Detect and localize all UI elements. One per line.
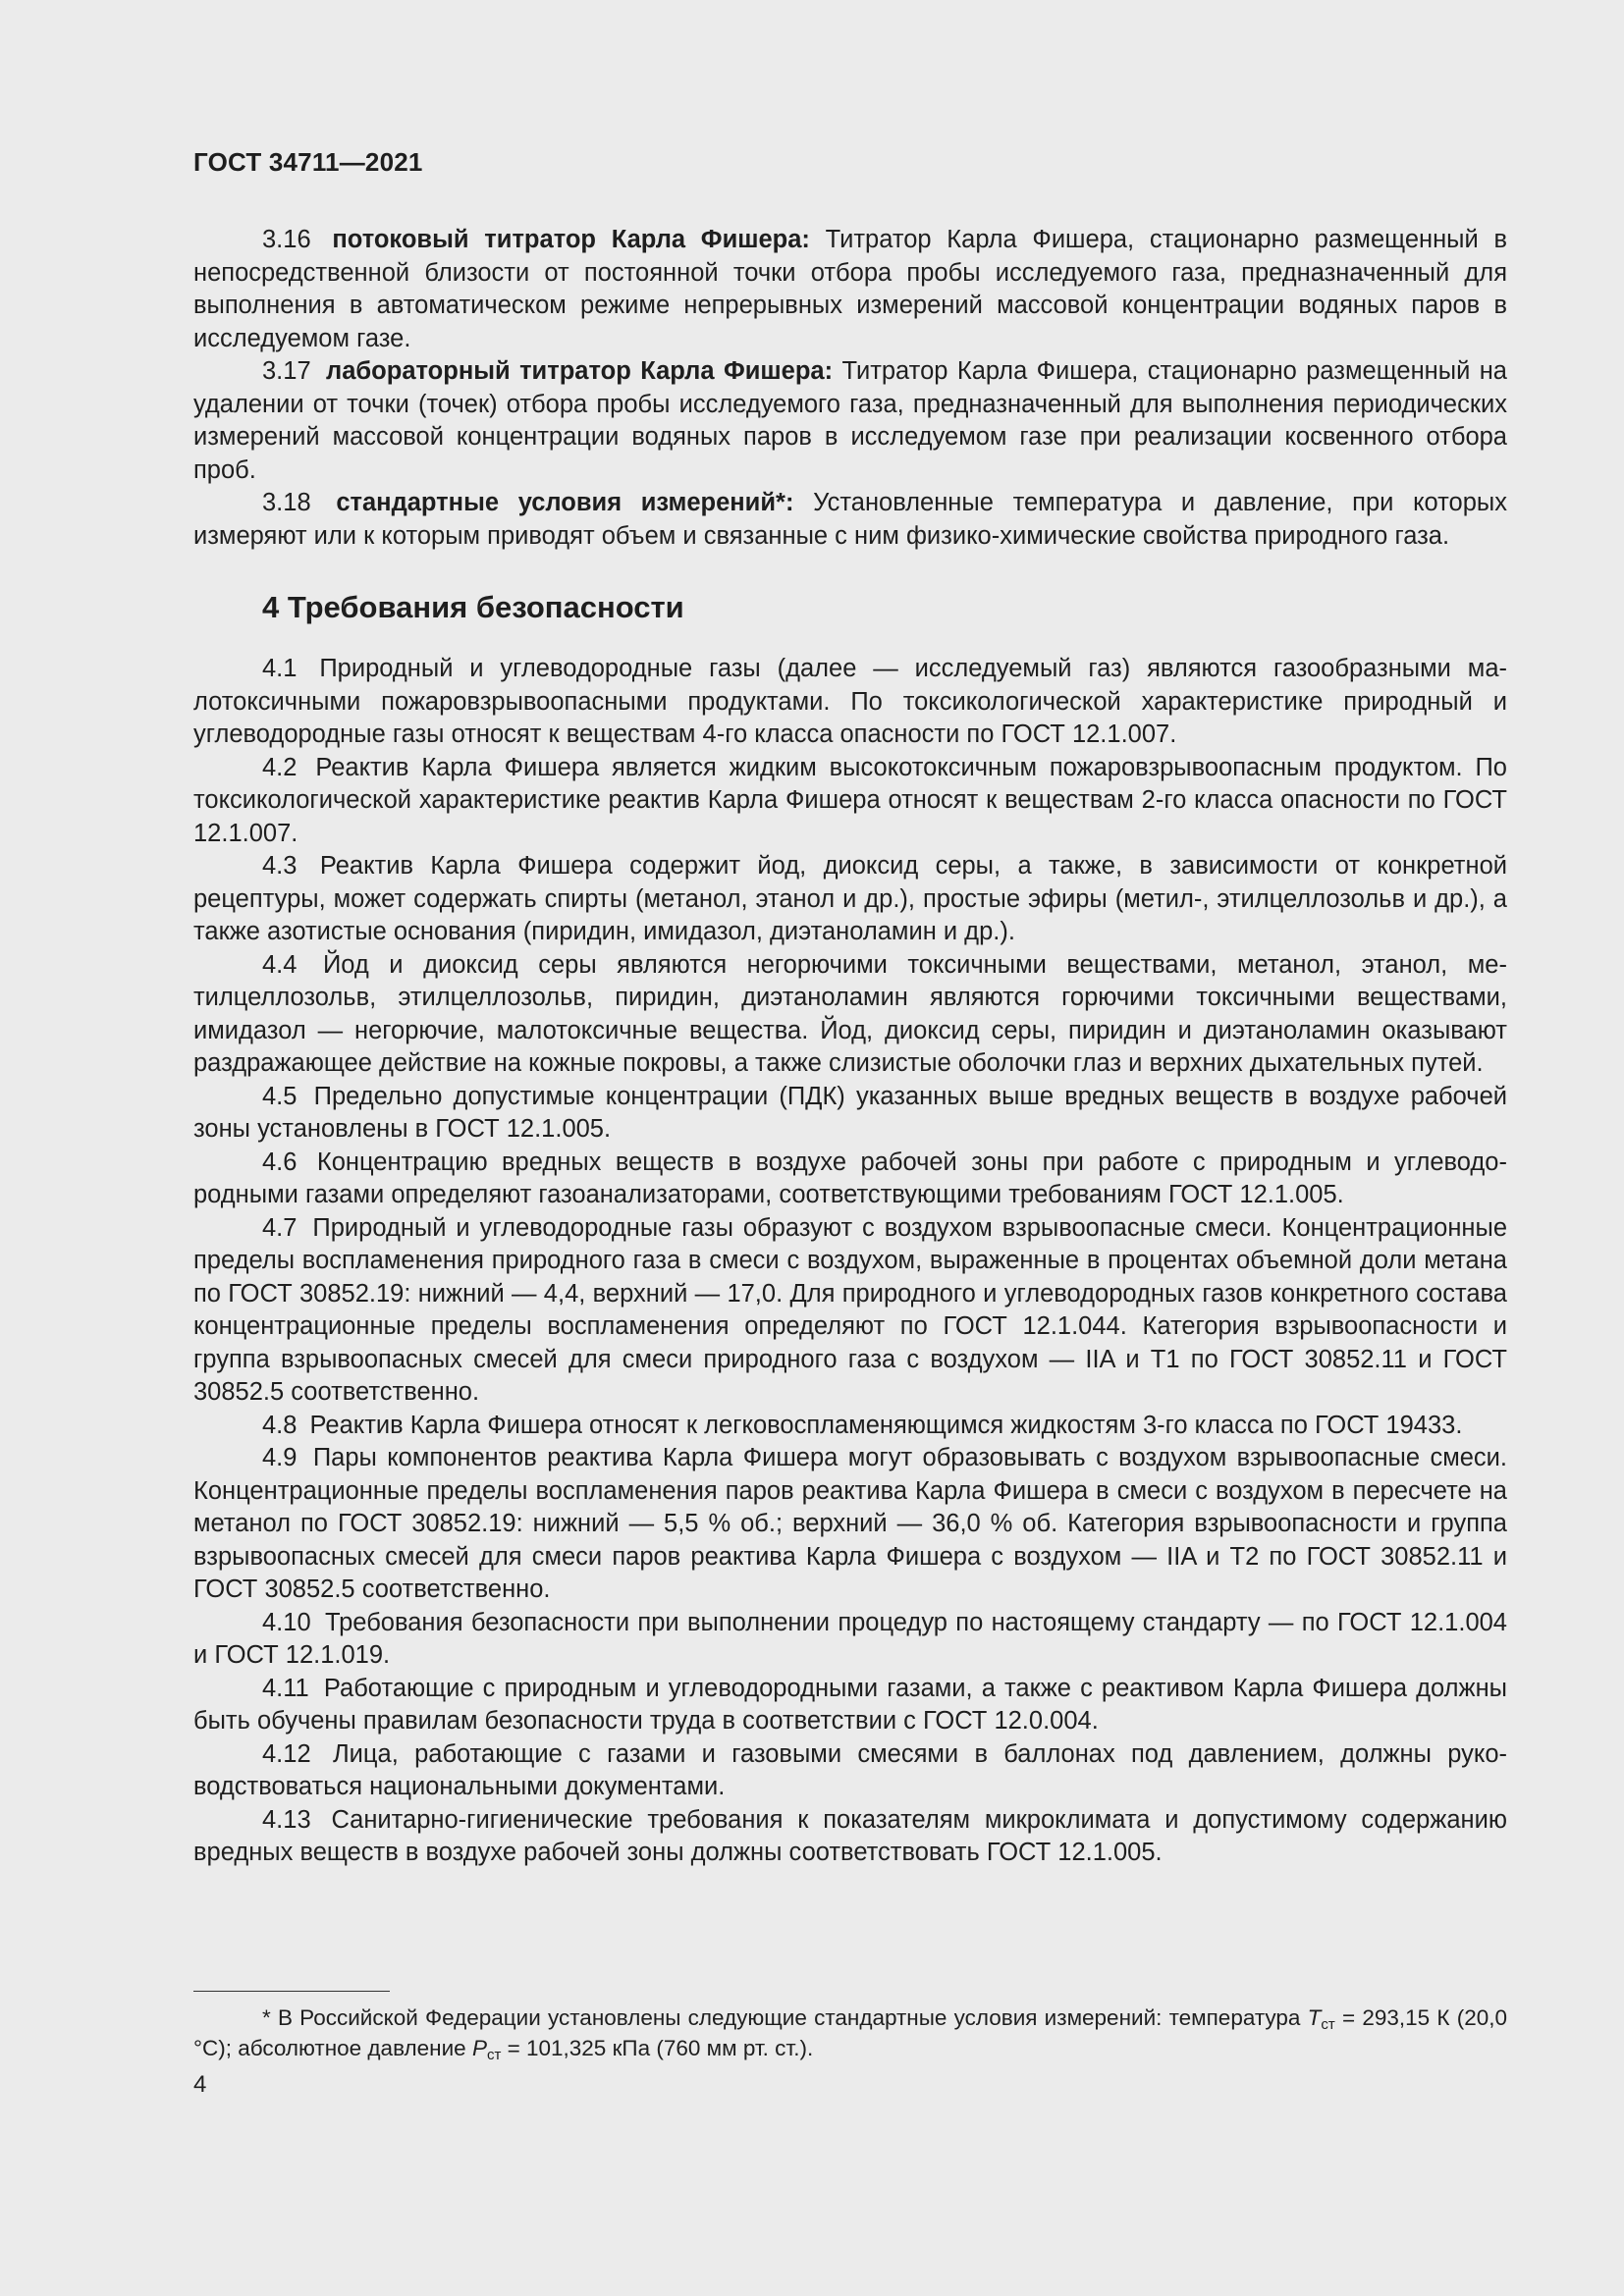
- footnote-divider: [193, 1991, 390, 1992]
- clause-4-3: [193, 850, 1507, 949]
- clause-text: Природный и углеводородные газы образуют с воздухом взрывоопасные смеси. Концентрационные пределы воспламенения природного газа в смеси с воздухом, выраженные в процентах объемной доли метана по ГОСТ 30852.19: нижний — 4,4, верхний — 17,0. Для природного и углеводородных газов конкретного состава концентрационные пределы воспламенения определяют по ГОСТ 12.1.044. Категория взрывоопасности и группа взрывоопасных смесей для смеси природного газа с воздухом — IIA и Т1 по ГОСТ 30852.11 и ГОСТ 30852.5 соответственно.: [193, 1213, 1507, 1406]
- document-body: [193, 224, 1507, 1870]
- footnote: [193, 2002, 1507, 2063]
- clause-number: 4.3: [262, 852, 298, 880]
- pressure-symbol: P: [471, 2036, 487, 2060]
- clause-text: Требования безопасности при выполнении процедур по настоящему стандарту — по ГОСТ 12.1.004 и ГОСТ 12.1.019.: [193, 1608, 1507, 1669]
- clause-text: Лица, работающие с газами и газовыми смесями в баллонах под давлением, должны руководствоваться национальными документами.: [193, 1739, 1507, 1800]
- clause-4-11: [193, 1673, 1507, 1738]
- clause-text: Концентрацию вредных веществ в воздухе рабочей зоны при работе с природным и углеводородными газами определяют газоанализаторами, соответствующими требованиям ГОСТ 12.1.005.: [193, 1148, 1507, 1208]
- clause-text: Реактив Карла Фишера является жидким высокотоксичным пожаровзрывоопасным продуктом. По токсикологической характеристике реактив Карла Фишера относят к веществам 2-го класса опасности по ГОСТ 12.1.007.: [193, 753, 1507, 847]
- clause-number: 4.11: [262, 1674, 309, 1702]
- clause-4-7: [193, 1212, 1507, 1410]
- footnote-lead: * В Российской Федерации установлены следующие стандартные условия измерений: температура: [262, 2005, 1301, 2030]
- clause-4-6: [193, 1147, 1507, 1212]
- clause-text: Пары компонентов реактива Карла Фишера могут образовывать с воздухом взрывоопасные смеси. Концентрационные пределы воспламенения паров реактива Карла Фишера в смеси с воздухом в пересчете на метанол по ГОСТ 30852.19: нижний — 5,5 % об.; верхний — 36,0 % об. Категория взрывоопасности и группа взрывоопасных смесей для смеси паров реактива Карла Фишера с воздухом — IIA и Т2 по ГОСТ 30852.11 и ГОСТ 30852.5 соответственно.: [193, 1444, 1507, 1603]
- clause-4-5: [193, 1081, 1507, 1147]
- clause-number: 3.18: [262, 489, 311, 516]
- clause-number: 4.6: [262, 1148, 298, 1176]
- document-header: ГОСТ 34711—2021: [193, 147, 423, 177]
- section-heading: 4 Требования безопасности: [262, 590, 684, 624]
- page-number: 4: [193, 2071, 207, 2098]
- clause-text: Работающие с природным и углеводородными газами, а также с реактивом Карла Фишера должны быть обучены правилам безопасности труда в соответствии с ГОСТ 12.0.004.: [193, 1674, 1507, 1735]
- clause-number: 4.10: [262, 1608, 311, 1636]
- clause-text: Йод и диоксид серы являются негорючими токсичными веществами, метанол, этанол, метилцеллозольв, этилцеллозольв, пиридин, диэтаноламин являются горючими токсичными веществами, имидазол — негорючие, малотоксичные вещества. Йод, диоксид серы, пиридин и диэтаноламин оказывают раздражающее действие на кожные покровы, а также слизистые оболочки глаз и верхних дыхательных путей.: [193, 950, 1507, 1077]
- definition-3-17: [193, 355, 1507, 487]
- clause-number: 4.7: [262, 1213, 298, 1242]
- clause-4-10: [193, 1607, 1507, 1673]
- definition-3-18: [193, 487, 1507, 553]
- clause-number: 4.12: [262, 1739, 311, 1768]
- clause-number: 4.2: [262, 753, 298, 781]
- clause-text: Предельно допустимые концентрации (ПДК) указанных выше вредных веществ в воздухе рабочей зоны установлены в ГОСТ 12.1.005.: [193, 1082, 1507, 1143]
- clause-4-12: [193, 1738, 1507, 1804]
- temperature-symbol: T: [1307, 2005, 1322, 2030]
- pressure-subscript: ст: [486, 2047, 502, 2063]
- clause-text: Природный и углеводородные газы (далее — исследуемый газ) являются газообразными малотоксичными пожаровзрывоопасными продуктами. По токсикологической характеристике природный и углеводородные газы относят к веществам 4-го класса опасности по ГОСТ 12.1.007.: [193, 655, 1508, 748]
- clause-text: Санитарно-гигиенические требования к показателям микроклимата и допустимому содержанию вредных веществ в воздухе рабочей зоны должны соответствовать ГОСТ 12.1.005.: [193, 1805, 1507, 1866]
- clause-4-1: [193, 653, 1507, 752]
- definition-text: Титратор Карла Фишера, стационарно размещенный в непосредственной близости от постоянной точки отбора пробы исследуемого газа, предназначенный для выполнения в автоматическом режиме непрерывных измерений массовой концентрации водяных паров в исследуемом газе.: [193, 226, 1507, 352]
- clause-number: 4.5: [262, 1082, 298, 1110]
- clause-text: Реактив Карла Фишера содержит йод, диоксид серы, а также, в зависимости от конкретной рецептуры, может содержать спирты (метанол, этанол и др.), простые эфиры (метил-, этилцеллозольв и др.), а также азотистые основания (пиридин, имидазол, диэтаноламин и др.).: [193, 852, 1507, 945]
- defined-term: стандартные условия измерений*:: [336, 489, 794, 516]
- clause-number: 4.1: [262, 655, 298, 682]
- clause-4-13: [193, 1804, 1507, 1870]
- defined-term: лабораторный титратор Карла Фишера:: [326, 357, 834, 385]
- pressure-value: = 101,325 кПа (760 мм рт. ст.).: [507, 2036, 814, 2060]
- clause-number: 4.8: [262, 1411, 298, 1439]
- definition-text: Установленные температура и давление, при которых измеряют или к которым приводят объем и связанные с ним физико-химические свойства природного газа.: [193, 489, 1507, 550]
- clause-number: 3.16: [262, 226, 311, 253]
- clause-4-4: [193, 949, 1507, 1081]
- clause-4-8: [193, 1410, 1507, 1443]
- temperature-subscript: ст: [1321, 2016, 1335, 2033]
- definition-3-16: [193, 224, 1507, 355]
- clause-4-9: [193, 1442, 1507, 1607]
- definition-text: Титратор Карла Фишера, стационарно размещенный на удалении от точки (точек) отбора пробы исследуемого газа, предназначенный для выполнения периодических измерений массовой концентрации водяных паров в исследуемом газе при реализации косвенного отбора проб.: [193, 357, 1507, 484]
- clause-number: 4.4: [262, 950, 298, 979]
- clause-text: Реактив Карла Фишера относят к легковоспламеняющимся жидкостям 3-го класса по ГОСТ 19433.: [309, 1411, 1463, 1439]
- clause-number: 4.13: [262, 1805, 311, 1834]
- defined-term: потоковый титратор Карла Фишера:: [332, 226, 810, 253]
- clause-number: 3.17: [262, 357, 311, 385]
- temperature-value: = 293,15 К (20,0 °С); абсолютное давление: [193, 2005, 1507, 2060]
- clause-number: 4.9: [262, 1444, 298, 1471]
- clause-4-2: [193, 752, 1507, 851]
